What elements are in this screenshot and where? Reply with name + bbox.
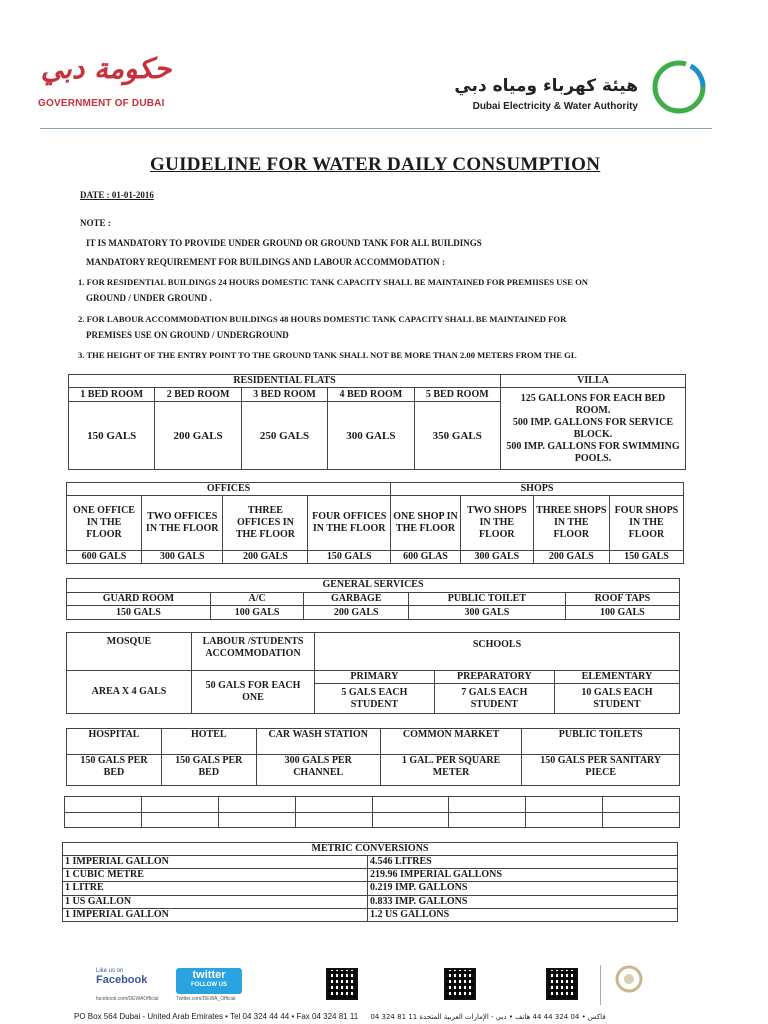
- facilities-value: 300 GALS PER CHANNEL: [256, 755, 380, 786]
- note-line: GROUND / UNDER GROUND .: [86, 293, 212, 303]
- conversion-value: 1.2 US GALLONS: [368, 908, 678, 921]
- note-line: PREMISES USE ON GROUND / UNDERGROUND: [86, 330, 289, 340]
- footer-divider: [600, 965, 601, 1005]
- conversion-value: 4.546 LITRES: [368, 856, 678, 869]
- offices-shops-table: [66, 482, 684, 564]
- facebook-url: facebook.com/DEWAOfficial: [96, 996, 159, 1002]
- government-of-dubai-label: GOVERNMENT OF DUBAI: [38, 98, 165, 109]
- general-services-value: 100 GALS: [210, 606, 304, 620]
- shops-value: 600 GLAS: [391, 551, 461, 564]
- facilities-value: 1 GAL. PER SQUARE METER: [380, 755, 522, 786]
- facebook-label: Facebook: [96, 974, 148, 986]
- document-date: DATE : 01-01-2016: [80, 190, 154, 200]
- facilities-table: [66, 728, 680, 786]
- general-services-value: 300 GALS: [409, 606, 566, 620]
- shops-header: ONE SHOP IN THE FLOOR: [391, 496, 461, 551]
- schools-value: 10 GALS EACH STUDENT: [554, 684, 679, 714]
- qr-code-icon[interactable]: [444, 968, 476, 1000]
- twitter-follow-label: FOLLOW US: [191, 982, 227, 988]
- metric-conversions-table: [62, 842, 678, 922]
- footer-address-ar: 04 324 81 11 فاكس • 04 324 44 44 هاتف • دبي - الإمارات العربية المتحدة: [370, 1013, 606, 1021]
- conversion-value: 0.833 IMP. GALLONS: [368, 895, 678, 908]
- residential-header: 4 BED ROOM: [328, 388, 414, 402]
- residential-value: 300 GALS: [328, 402, 414, 470]
- note-line: 2. FOR LABOUR ACCOMMODATION BUILDINGS 48 HOURS DOMESTIC TANK CAPACITY SHALL BE MAINTAINED FOR: [78, 314, 567, 324]
- general-services-table: [66, 578, 680, 620]
- residential-header: 1 BED ROOM: [69, 388, 155, 402]
- schools-header: PRIMARY: [315, 671, 435, 684]
- dewa-logo-icon: [650, 58, 708, 116]
- general-services-value: 100 GALS: [565, 606, 679, 620]
- general-services-header: GARBAGE: [304, 592, 409, 606]
- conversion-unit: 1 IMPERIAL GALLON: [63, 908, 368, 921]
- note-line: MANDATORY REQUIREMENT FOR BUILDINGS AND LABOUR ACCOMMODATION :: [86, 257, 445, 267]
- shops-value: 150 GALS: [609, 551, 683, 564]
- facilities-value: 150 GALS PER SANITARY PIECE: [522, 755, 680, 786]
- residential-value: 150 GALS: [69, 402, 155, 470]
- conversion-unit: 1 CUBIC METRE: [63, 869, 368, 882]
- offices-value: 300 GALS: [142, 551, 223, 564]
- twitter-label: twitter: [192, 969, 226, 981]
- facebook-link[interactable]: [96, 968, 160, 992]
- empty-table: [64, 796, 680, 828]
- general-services-header: A/C: [210, 592, 304, 606]
- offices-header: FOUR OFFICES IN THE FLOOR: [308, 496, 391, 551]
- conversion-value: 219.96 IMPERIAL GALLONS: [368, 869, 678, 882]
- residential-header: 2 BED ROOM: [155, 388, 241, 402]
- schools-header: PREPARATORY: [434, 671, 554, 684]
- residential-value: 250 GALS: [241, 402, 327, 470]
- footer-address: [74, 1012, 606, 1021]
- facilities-header: HOTEL: [161, 729, 256, 755]
- shops-value: 300 GALS: [460, 551, 533, 564]
- general-services-value: 150 GALS: [67, 606, 211, 620]
- conversion-unit: 1 US GALLON: [63, 895, 368, 908]
- conversion-unit: 1 LITRE: [63, 882, 368, 895]
- shops-value: 200 GALS: [533, 551, 609, 564]
- dewa-english-name: Dubai Electricity & Water Authority: [472, 101, 638, 112]
- residential-header: 5 BED ROOM: [414, 388, 500, 402]
- residential-villa-table: [68, 374, 686, 470]
- conversion-unit: 1 IMPERIAL GALLON: [63, 856, 368, 869]
- schools-value: 5 GALS EACH STUDENT: [315, 684, 435, 714]
- offices-value: 600 GALS: [67, 551, 142, 564]
- shops-header: TWO SHOPS IN THE FLOOR: [460, 496, 533, 551]
- offices-header: THREE OFFICES IN THE FLOOR: [223, 496, 308, 551]
- facilities-header: HOSPITAL: [67, 729, 162, 755]
- labour-title: LABOUR /STUDENTS ACCOMMODATION: [192, 633, 315, 671]
- header-divider: [40, 128, 712, 129]
- labour-value: 50 GALS FOR EACH ONE: [192, 671, 315, 714]
- mosque-labour-schools-table: [66, 632, 680, 714]
- facilities-header: CAR WASH STATION: [256, 729, 380, 755]
- note-line: 3. THE HEIGHT OF THE ENTRY POINT TO THE GROUND TANK SHALL NOT BE MORE THAN 2.00 METERS FROM THE GL: [78, 350, 577, 360]
- conversion-value: 0.219 IMP. GALLONS: [368, 882, 678, 895]
- offices-header: TWO OFFICES IN THE FLOOR: [142, 496, 223, 551]
- schools-title: SCHOOLS: [315, 633, 680, 671]
- offices-value: 200 GALS: [223, 551, 308, 564]
- twitter-url: Twitter.com/DEWA_Official: [176, 996, 236, 1002]
- schools-header: ELEMENTARY: [554, 671, 679, 684]
- villa-title: VILLA: [501, 375, 686, 388]
- mosque-title: MOSQUE: [67, 633, 192, 671]
- villa-line: 125 GALLONS FOR EACH BED ROOM.: [520, 392, 666, 416]
- schools-value: 7 GALS EACH STUDENT: [434, 684, 554, 714]
- villa-line: 500 IMP. GALLONS FOR SERVICE BLOCK.: [512, 416, 674, 440]
- offices-title: OFFICES: [67, 483, 391, 496]
- residential-header: 3 BED ROOM: [241, 388, 327, 402]
- shops-header: THREE SHOPS IN THE FLOOR: [533, 496, 609, 551]
- villa-line: 500 IMP. GALLONS FOR SWIMMING POOLS.: [506, 440, 680, 464]
- general-services-header: GUARD ROOM: [67, 592, 211, 606]
- metric-conversions-title: METRIC CONVERSIONS: [63, 843, 678, 856]
- page-title: GUIDELINE FOR WATER DAILY CONSUMPTION: [150, 154, 601, 175]
- note-line: 1. FOR RESIDENTIAL BUILDINGS 24 HOURS DOMESTIC TANK CAPACITY SHALL BE MAINTAINED FOR PREMIISES USE ON: [78, 277, 588, 287]
- facilities-value: 150 GALS PER BED: [161, 755, 256, 786]
- twitter-link[interactable]: [176, 968, 242, 994]
- general-services-title: GENERAL SERVICES: [67, 579, 680, 593]
- residential-title: RESIDENTIAL FLATS: [69, 375, 501, 388]
- facilities-header: COMMON MARKET: [380, 729, 522, 755]
- shops-header: FOUR SHOPS IN THE FLOOR: [609, 496, 683, 551]
- footer-address-en: PO Box 564 Dubai - United Arab Emirates • Tel 04 324 44 44 • Fax 04 324 81 11: [74, 1012, 359, 1021]
- residential-value: 200 GALS: [155, 402, 241, 470]
- mosque-value: AREA X 4 GALS: [67, 671, 192, 714]
- note-label: NOTE :: [80, 218, 111, 228]
- facebook-like-label: Like us on: [96, 968, 124, 974]
- general-services-header: PUBLIC TOILET: [409, 592, 566, 606]
- shops-title: SHOPS: [391, 483, 684, 496]
- general-services-value: 200 GALS: [304, 606, 409, 620]
- general-services-header: ROOF TAPS: [565, 592, 679, 606]
- government-of-dubai-logo: حكومة دبي: [40, 52, 172, 85]
- offices-value: 150 GALS: [308, 551, 391, 564]
- note-line: IT IS MANDATORY TO PROVIDE UNDER GROUND OR GROUND TANK FOR ALL BUILDINGS: [86, 238, 482, 248]
- qr-code-icon[interactable]: [546, 968, 578, 1000]
- residential-value: 350 GALS: [414, 402, 500, 470]
- facilities-header: PUBLIC TOILETS: [522, 729, 680, 755]
- emblem-icon: [614, 964, 644, 994]
- dewa-arabic-name: هيئة كهرباء ومياه دبي: [454, 76, 638, 96]
- facilities-value: 150 GALS PER BED: [67, 755, 162, 786]
- qr-code-icon[interactable]: [326, 968, 358, 1000]
- offices-header: ONE OFFICE IN THE FLOOR: [67, 496, 142, 551]
